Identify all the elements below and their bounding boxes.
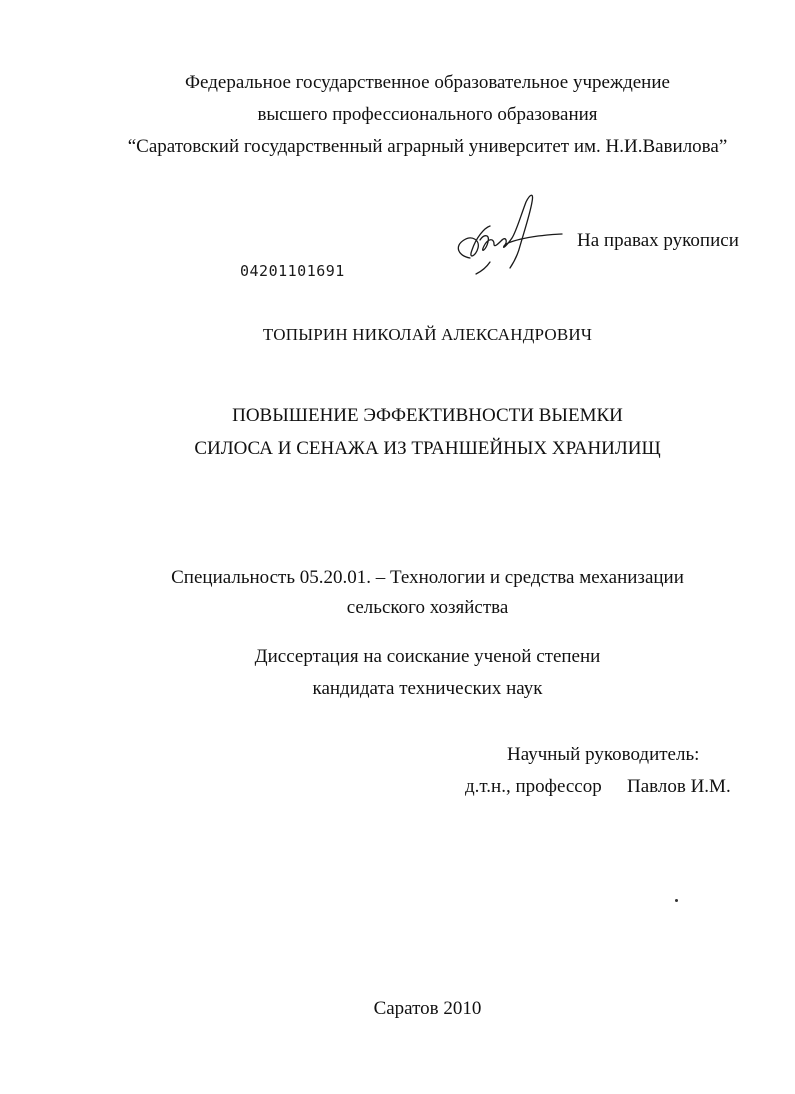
specialty-line-2: сельского хозяйства [346,597,509,618]
institution-line-1: Федеральное государственное образовательное учреждение [185,72,670,93]
author-name: ТОПЫРИН НИКОЛАЙ АЛЕКСАНДРОВИЧ [262,325,593,344]
degree-statement-line-2: кандидата технических наук [312,678,543,699]
registration-number: 04201101691 [240,262,345,280]
institution-line-3: “Саратовский государственный аграрный университет им. Н.И.Вавилова” [127,136,728,157]
institution-line-2: высшего профессионального образования [257,104,598,125]
supervisor-name: Павлов И.М. [627,776,731,797]
manuscript-rights-note: На правах рукописи [577,230,739,251]
city-and-year: Саратов 2010 [373,998,482,1019]
supervisor-degree: д.т.н., профессор [465,776,602,797]
handwritten-signature [450,188,570,280]
scan-speck [675,899,678,902]
specialty-line-1: Специальность 05.20.01. – Технологии и средства механизации [171,567,684,588]
supervisor-label: Научный руководитель: [507,744,700,765]
dissertation-title-line-1: ПОВЫШЕНИЕ ЭФФЕКТИВНОСТИ ВЫЕМКИ [232,405,623,426]
degree-statement-line-1: Диссертация на соискание ученой степени [254,646,601,667]
dissertation-title-line-2: СИЛОСА И СЕНАЖА ИЗ ТРАНШЕЙНЫХ ХРАНИЛИЩ [194,438,661,459]
